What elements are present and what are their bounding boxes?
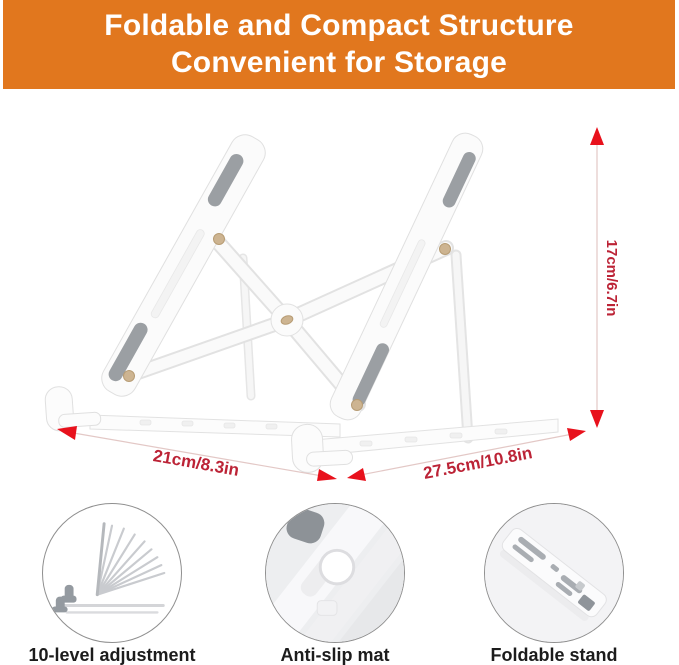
arrowhead-downright xyxy=(317,469,337,481)
dimension-label-front-width: 27.5cm/10.8in xyxy=(421,443,534,483)
feature-label-foldable: Foldable stand xyxy=(490,645,618,665)
feature-adjustment xyxy=(12,503,212,665)
dimension-height xyxy=(590,127,620,428)
feature-circle-adjustment xyxy=(42,503,182,643)
banner-title-line2: Convenient for Storage xyxy=(170,46,508,79)
feature-antislip xyxy=(235,503,435,665)
antislip-mat-icon xyxy=(266,504,404,642)
feature-circle-foldable xyxy=(484,503,624,643)
adjustment-fan-icon xyxy=(43,504,181,642)
feature-circle-antislip xyxy=(265,503,405,643)
dimension-label-side-depth: 21cm/8.3in xyxy=(151,446,241,480)
header-banner xyxy=(3,0,675,89)
arrowhead-down xyxy=(590,410,604,428)
folded-stand-icon xyxy=(485,504,623,642)
banner-title-line1: Foldable and Compact Structure xyxy=(104,9,574,42)
arrowhead-up xyxy=(590,127,604,145)
feature-label-adjustment: 10-level adjustment xyxy=(28,645,196,665)
dimension-label-height: 17cm/6.7in xyxy=(603,239,621,317)
product-illustration xyxy=(0,89,679,501)
feature-foldable xyxy=(454,503,654,665)
arrowhead-upright xyxy=(567,428,586,441)
arrowhead-downleft xyxy=(347,468,366,481)
feature-label-antislip: Anti-slip mat xyxy=(280,645,390,665)
center-hinge xyxy=(271,304,303,336)
